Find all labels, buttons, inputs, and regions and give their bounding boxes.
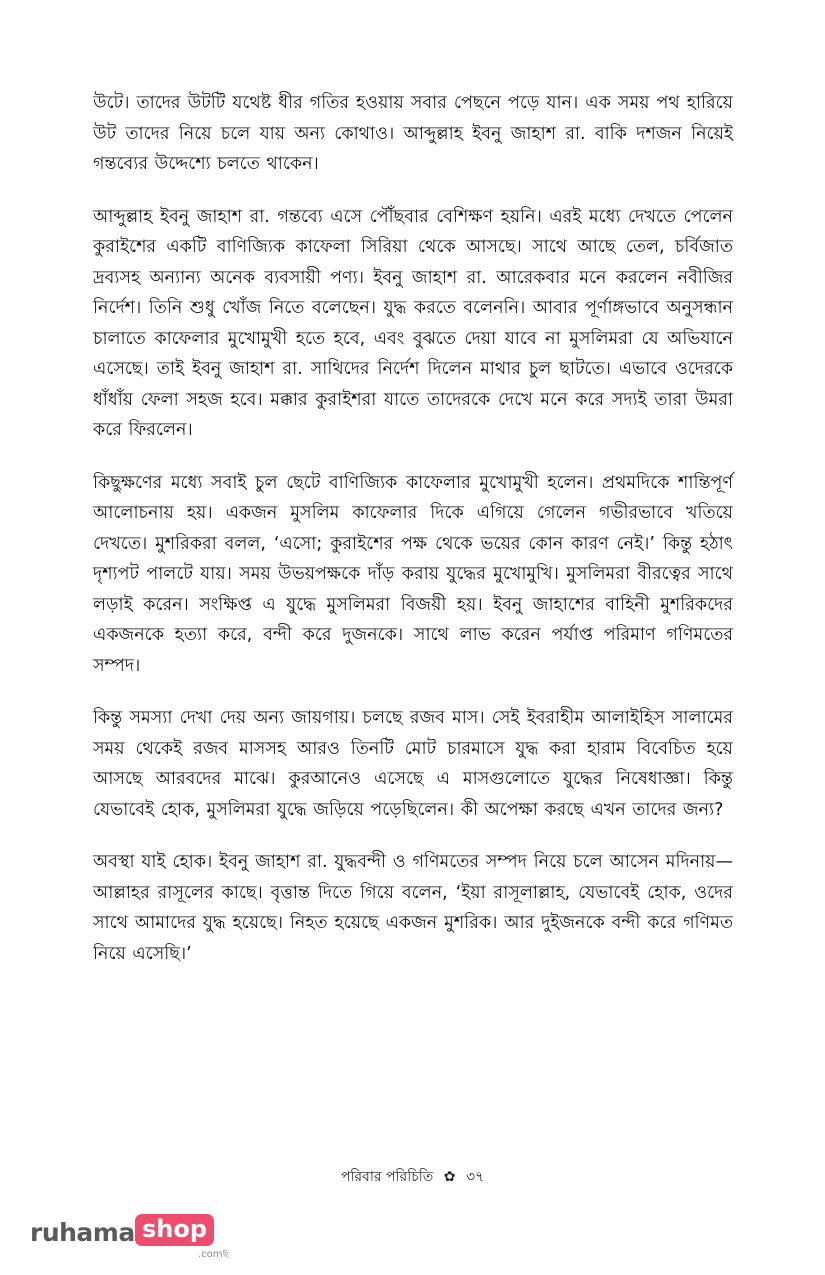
running-footer-title: পরিবার পরিচিতি xyxy=(340,1169,434,1185)
logo-text-ruhama: ruhama xyxy=(30,1218,135,1247)
paragraph-1: উটে। তাদের উটটি যথেষ্ট ধীর গতির হওয়ায় সবার পেছনে পড়ে যান। এক সময় পথ হারিয়ে উট তাদের নিয়ে চলে যায় অন্য কোথাও। আব্দুল্লাহ ইবনু জাহাশ রা. বাকি দশজন নিয়েই গন্তব্যের উদ্দেশ্যে চলতে থাকেন। xyxy=(93,93,733,174)
paragraph-3: কিছুক্ষণের মধ্যে সবাই চুল ছেটে বাণিজ্যিক কাফেলার মুখোমুখী হলেন। প্রথমদিকে শান্তিপূর্ণ আলোচনায় হয়। একজন মুসলিম কাফেলার দিকে এগিয়ে গেলেন গভীরভাবে খতিয়ে দেখতে। মুশরিকরা বলল, ‘এসো; কুরাইশের পক্ষ থেকে ভয়ের কোন কারণ নেই।’ কিন্তু হঠাৎ দৃশ্যপট পালটে যায়। সময় উভয়পক্ষকে দাঁড় করায় যুদ্ধের মুখোমুখি। মুসলিমরা বীরত্বের সাথে লড়াই করেন। সংক্ষিপ্ত এ যুদ্ধে মুসলিমরা বিজয়ী হয়। ইবনু জাহাশের বাহিনী মুশরিকদের একজনকে হত্যা করে, বন্দী করে দুজনকে। সাথে লাভ করেন পর্যাপ্ত পরিমাণ গণিমতের সম্পদ। xyxy=(93,472,733,676)
logo-text-shop: shop xyxy=(135,1214,214,1246)
page-body xyxy=(93,88,733,991)
paragraph-5: অবস্থা যাই হোক। ইবনু জাহাশ রা. যুদ্ধবন্দী ও গণিমতের সম্পদ নিয়ে চলে আসেন মদিনায়—আল্লাহর রাসূলের কাছে। বৃত্তান্ত দিতে গিয়ে বলেন, ‘ইয়া রাসূলাল্লাহ, যেভাবেই হোক, ওদের সাথে আমাদের যুদ্ধ হয়েছে। নিহত হয়েছে একজন মুশরিক। আর দুইজনকে বন্দী করে গণিমত নিয়ে এসেছি।’ xyxy=(93,852,733,964)
paragraph-2: আব্দুল্লাহ ইবনু জাহাশ রা. গন্তব্যে এসে পৌঁছবার বেশিক্ষণ হয়নি। এরই মধ্যে দেখতে পেলেন কুরাইশের একটি বাণিজ্যিক কাফেলা সিরিয়া থেকে আসছে। সাথে আছে তেল, চর্বিজাত দ্রব্যসহ অন্যান্য অনেক ব্যবসায়ী পণ্য। ইবনু জাহাশ রা. আরেকবার মনে করলেন নবীজির নির্দেশ। তিনি শুধু খোঁজ নিতে বলেছেন। যুদ্ধ করতে বলেননি। আবার পূর্ণাঙ্গভাবে অনুসন্ধান চালাতে কাফেলার মুখোমুখী হতে হবে, এবং বুঝতে দেয়া যাবে না মুসলিমরা যে অভিযানে এসেছে। তাই ইবনু জাহাশ রা. সাথিদের নির্দেশ দিলেন মাথার চুল ছাটতে। এভাবে ওদেরকে ধাঁধাঁয় ফেলা সহজ হবে। মক্কার কুরাইশরা যাতে তাদেরকে দেখে মনে করে সদ্যই তারা উমরা করে ফিরলেন। xyxy=(93,206,733,440)
paragraph-4: কিন্তু সমস্যা দেখা দেয় অন্য জায়গায়। চলছে রজব মাস। সেই ইবরাহীম আলাইহিস সালামের সময় থেকেই রজব মাসসহ আরও তিনটি মোট চারমাসে যুদ্ধ করা হারাম বিবেচিত হয়ে আসছে আরবদের মাঝে। কুরআনেও এসেছে এ মাসগুলোতে যুদ্ধের নিষেধাজ্ঞা। কিন্তু যেভাবেই হোক, মুসলিমরা যুদ্ধে জড়িয়ে পড়েছিলেন। কী অপেক্ষা করছে এখন তাদের জন্য? xyxy=(93,708,733,820)
flower-ornament-icon: ✿ xyxy=(443,1169,456,1185)
page-number: ৩৭ xyxy=(465,1169,485,1185)
page-footer xyxy=(0,1165,825,1189)
ruhamashop-watermark-logo xyxy=(30,1214,230,1264)
logo-text-domain: .comছ xyxy=(198,1249,229,1260)
